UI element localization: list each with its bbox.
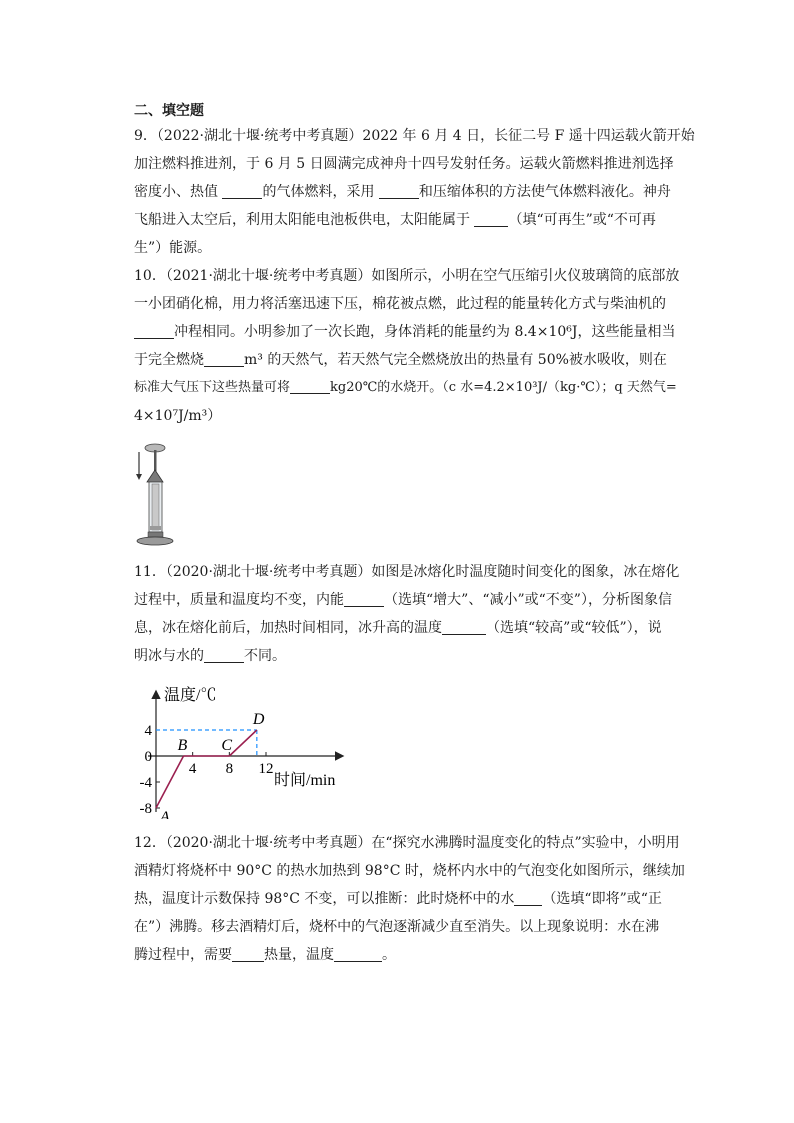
q10-line-6 bbox=[134, 402, 664, 430]
q12-line-2 bbox=[134, 857, 685, 885]
q10-text: 4×10⁷J/m³） bbox=[134, 408, 222, 424]
point-label: B bbox=[177, 737, 188, 754]
answer-blank[interactable] bbox=[344, 590, 384, 607]
temperature-time-chart bbox=[134, 684, 354, 819]
q10-text: 10．（2021·湖北十堰·统考中考真题）如图所示，小明在空气压缩引火仪玻璃筒的底部放 bbox=[134, 268, 680, 284]
question-12 bbox=[134, 829, 685, 969]
x-tick-label: 4 bbox=[188, 761, 197, 777]
q12-text: （选填“即将”或“正 bbox=[542, 891, 662, 907]
q12-text: 酒精灯将烧杯中 90°C 的热水加热到 98°C 时，烧杯内水中的气泡变化如图所示，继续加 bbox=[134, 863, 685, 879]
series-segment bbox=[156, 756, 184, 808]
x-tick-label: 8 bbox=[225, 761, 234, 777]
y-tick-label: 4 bbox=[144, 723, 152, 739]
point-labels bbox=[159, 711, 265, 819]
q11-text: 息，冰在熔化前后，加热时间相同，冰升高的温度 bbox=[134, 620, 442, 636]
answer-blank[interactable] bbox=[222, 182, 262, 199]
melting-graph bbox=[134, 684, 354, 819]
q9-line-4 bbox=[134, 206, 664, 234]
q11-line-2 bbox=[134, 586, 672, 614]
base-plate bbox=[137, 537, 173, 545]
answer-blank[interactable] bbox=[204, 646, 244, 663]
cotton-ball bbox=[150, 526, 161, 530]
point-label: D bbox=[252, 711, 265, 728]
q9-text: 9．（2022·湖北十堰·统考中考真题）2022 年 6 月 4 日，长征二号 F 遥十四运载火箭开始 bbox=[134, 128, 695, 144]
x-tick-label: 12 bbox=[258, 761, 274, 777]
q12-text: 热量，温度 bbox=[264, 947, 334, 963]
q10-text: m³ 的天然气，若天然气完全燃烧放出的热量有 50%被水吸收，则在 bbox=[244, 352, 667, 368]
point-label: A bbox=[160, 809, 170, 819]
answer-blank[interactable] bbox=[290, 377, 330, 394]
answer-blank[interactable] bbox=[134, 322, 174, 339]
q10-line-3 bbox=[134, 318, 676, 346]
q10-text: 冲程相同。小明参加了一次长跑，身体消耗的能量约为 8.4×10⁶J，这些能量相当 bbox=[174, 324, 676, 340]
q11-text: 11．（2020·湖北十堰·统考中考真题）如图是冰熔化时温度随时间变化的图象，冰在熔化 bbox=[134, 564, 680, 580]
q10-line-1 bbox=[134, 262, 680, 290]
q12-line-1 bbox=[134, 829, 680, 857]
igniter-drawing bbox=[134, 442, 194, 552]
q10-line-2 bbox=[134, 290, 664, 318]
q9-line-3 bbox=[134, 178, 671, 206]
q9-text: 的气体燃料，采用 bbox=[262, 184, 379, 200]
section-title: 二、填空题 bbox=[134, 103, 204, 119]
q9-line-2 bbox=[134, 150, 674, 178]
q9-text: （填“可再生”或“不可再 bbox=[508, 212, 656, 228]
question-11 bbox=[134, 558, 680, 819]
q12-text: 12．（2020·湖北十堰·统考中考真题）在“探究水沸腾时温度变化的特点”实验中，小明用 bbox=[134, 835, 680, 851]
q9-line-1 bbox=[134, 122, 695, 150]
point-label: C bbox=[221, 737, 233, 754]
q11-text: （选填“较高”或“较低”），说 bbox=[486, 620, 662, 636]
y-tick-label: 0 bbox=[144, 749, 152, 765]
q11-text: 不同。 bbox=[244, 648, 286, 664]
q10-line-4 bbox=[134, 346, 667, 374]
barrel-collar bbox=[147, 470, 163, 482]
q12-line-3 bbox=[134, 885, 664, 913]
y-tick-label: -8 bbox=[139, 801, 152, 817]
question-9 bbox=[134, 122, 695, 262]
answer-blank[interactable] bbox=[204, 350, 244, 367]
q9-text: 和压缩体积的方法使气体燃料液化。神舟 bbox=[418, 184, 671, 200]
series-segment bbox=[229, 730, 257, 756]
inner-piston bbox=[152, 484, 159, 530]
q11-line-3 bbox=[134, 614, 664, 642]
air-compression-igniter-figure bbox=[134, 442, 194, 552]
question-10 bbox=[134, 262, 680, 552]
series-line bbox=[156, 730, 257, 808]
document-page bbox=[134, 100, 695, 969]
y-tick-label: -4 bbox=[139, 775, 152, 791]
q12-text: 腾过程中，需要 bbox=[134, 947, 232, 963]
answer-blank[interactable] bbox=[379, 182, 419, 199]
q11-line-4 bbox=[134, 642, 664, 670]
q12-text: 。 bbox=[382, 947, 396, 963]
answer-blank[interactable] bbox=[474, 210, 508, 227]
q11-text: 明冰与水的 bbox=[134, 648, 204, 664]
q11-text: （选填“增大”、“减小”或“不变”），分析图象信 bbox=[384, 592, 672, 608]
q10-text: 标准大气压下这些热量可将 bbox=[134, 380, 291, 395]
q12-line-5 bbox=[134, 941, 664, 969]
q10-text: 于完全燃烧 bbox=[134, 352, 204, 368]
y-axis-label: 温度/℃ bbox=[164, 687, 217, 704]
q11-text: 过程中，质量和温度均不变，内能 bbox=[134, 592, 344, 608]
q10-line-5 bbox=[134, 374, 677, 402]
q9-line-5 bbox=[134, 234, 664, 262]
q9-text: 加注燃料推进剂，于 6 月 5 日圆满完成神舟十四号发射任务。运载火箭燃料推进剂选择 bbox=[134, 156, 674, 172]
q11-line-1 bbox=[134, 558, 680, 586]
answer-blank[interactable] bbox=[442, 618, 486, 635]
guide-lines bbox=[156, 730, 257, 756]
answer-blank[interactable] bbox=[514, 889, 542, 906]
q12-line-4 bbox=[134, 913, 664, 941]
answer-blank[interactable] bbox=[232, 945, 264, 962]
answer-blank[interactable] bbox=[334, 945, 382, 962]
q12-text: 在”）沸腾。移去酒精灯后，烧杯中的气泡逐渐减少直至消失。以上现象说明：水在沸 bbox=[134, 919, 660, 935]
piston-rod bbox=[154, 450, 157, 472]
arrow-head-icon bbox=[136, 474, 142, 480]
x-axis-label: 时间/min bbox=[274, 772, 336, 789]
q9-text: 飞船进入太空后，利用太阳能电池板供电，太阳能属于 bbox=[134, 212, 475, 228]
q10-text: 一小团硝化棉，用力将活塞迅速下压，棉花被点燃，此过程的能量转化方式与柴油机的 bbox=[134, 296, 666, 312]
q9-text: 密度小、热值 bbox=[134, 184, 223, 200]
q10-text: kg20℃的水烧开。（c 水=4.2×10³J/（kg·℃）；q 天然气= bbox=[330, 380, 677, 395]
q9-text: 生”）能源。 bbox=[134, 240, 212, 256]
base-neck bbox=[148, 532, 163, 537]
q12-text: 热，温度计示数保持 98°C 不变，可以推断：此时烧杯中的水 bbox=[134, 891, 515, 907]
